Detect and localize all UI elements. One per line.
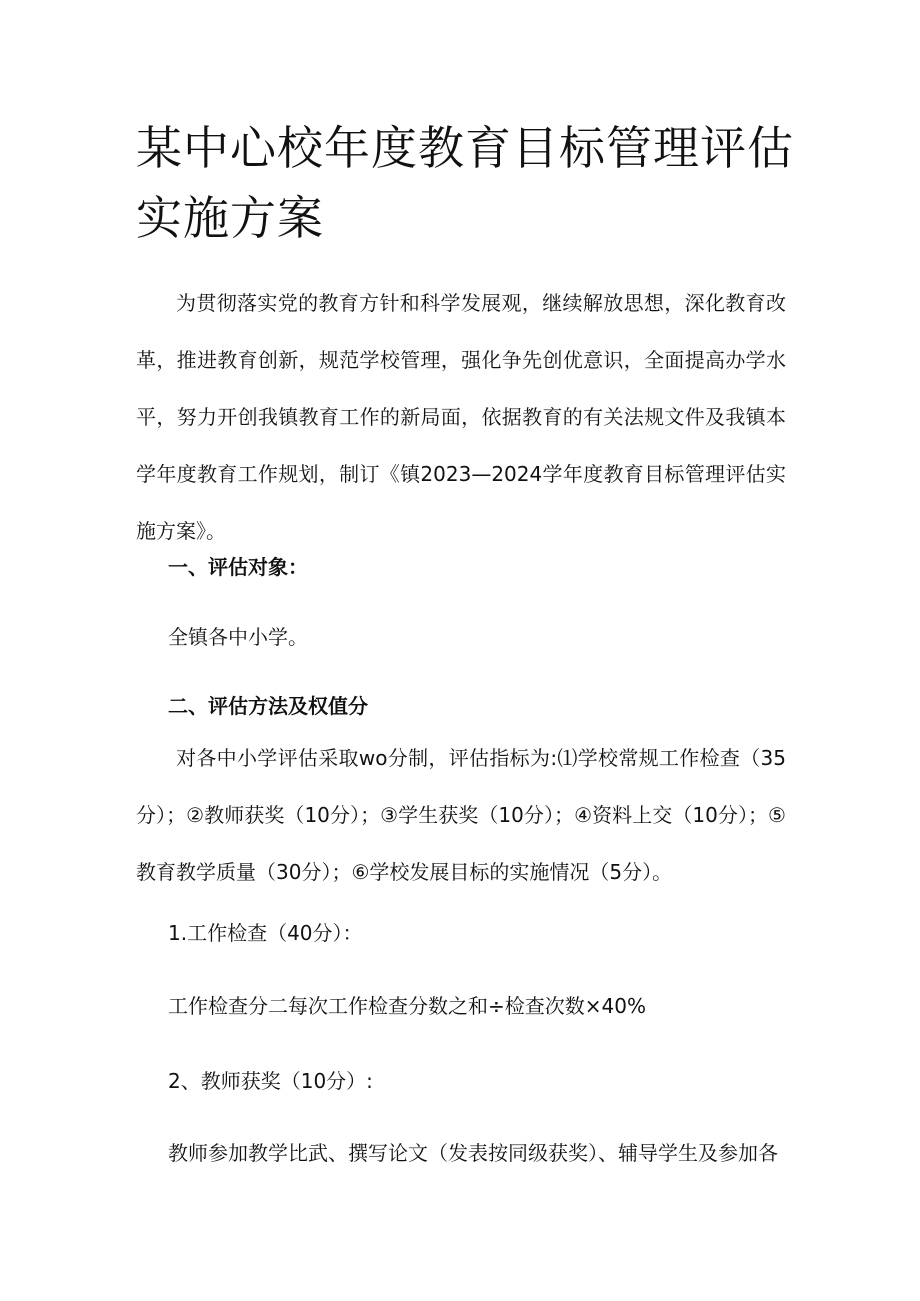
section-heading-evaluation-method: 二、评估方法及权值分 [168,694,368,718]
document-title: 某中心校年度教育目标管理评估实施方案 [136,121,794,245]
intro-paragraph: 为贯彻落实党的教育方针和科学发展观，继续解放思想，深化教育改革，推进教育创新，规范学校管理，强化争先创优意识，全面提高办学水平，努力开创我镇教育工作的新局面，依据教育的有关法规文件及我镇本学年度教育工作规划，制订《镇2023—2024学年度教育目标管理评估实施方案》。 [136,291,786,543]
item-body-teacher-awards: 教师参加教学比武、撰写论文（发表按同级获奖）、辅导学生及参加各 [168,1141,778,1165]
section-body-evaluation-target: 全镇各中小学。 [168,625,308,649]
item-heading-work-inspection: 1.工作检查（40分）： [168,921,363,945]
item-formula-work-inspection: 工作检查分二每次工作检查分数之和÷检查次数×40% [168,994,646,1018]
section-heading-evaluation-target: 一、评估对象： [168,555,308,579]
section-body-evaluation-method: 对各中小学评估采取wo分制，评估指标为:⑴学校常规工作检查（35分）；②教师获奖（10分）；③学生获奖（10分）；④资料上交（10分）；⑤教育教学质量（30分）；⑥学校发展目标的实施情况（5分）。 [136,746,786,884]
item-heading-teacher-awards: 2、教师获奖（10分）: [168,1069,373,1093]
